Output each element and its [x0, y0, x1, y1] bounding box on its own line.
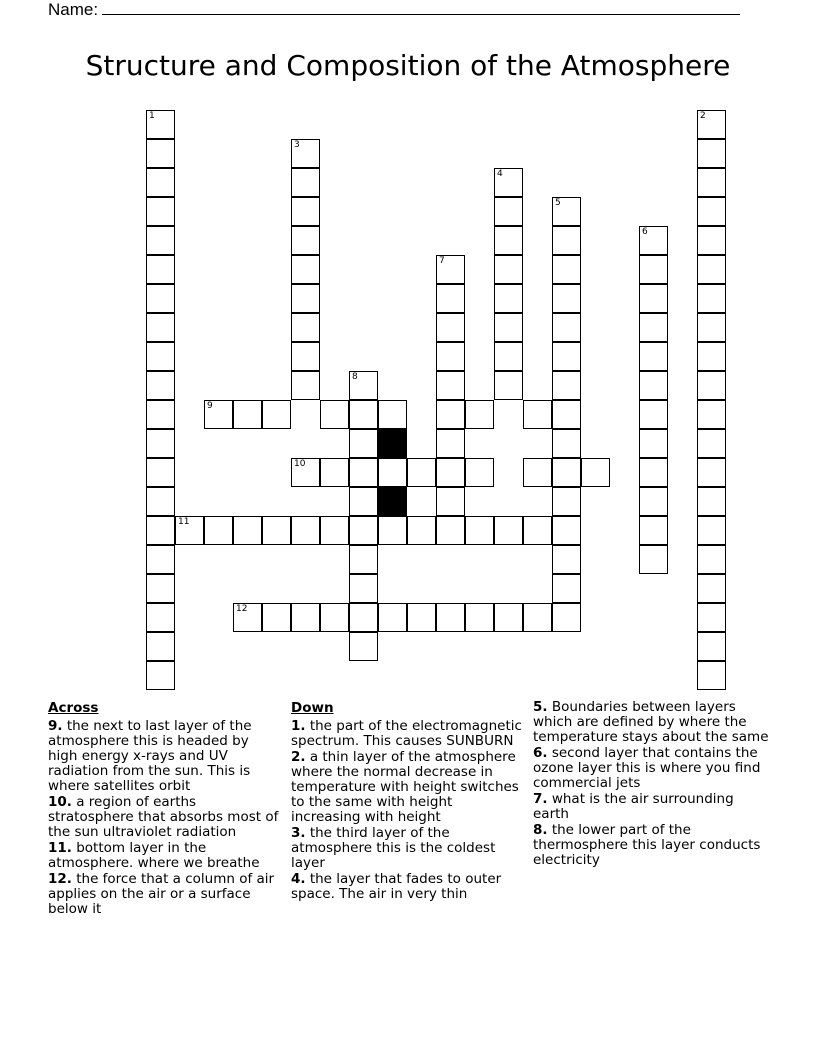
- grid-cell[interactable]: [697, 545, 726, 574]
- clue-number: 12.: [48, 871, 72, 887]
- grid-cell[interactable]: [552, 545, 581, 574]
- grid-cell[interactable]: [436, 400, 465, 429]
- grid-cell[interactable]: [639, 255, 668, 284]
- clue-number: 11: [178, 517, 190, 527]
- clue: [533, 700, 769, 745]
- grid-cell[interactable]: [349, 603, 378, 632]
- grid-cell[interactable]: [320, 400, 349, 429]
- grid-block: [378, 487, 407, 516]
- clue-number: 6.: [533, 745, 548, 761]
- clue-number: 6: [642, 227, 648, 237]
- grid-cell[interactable]: [349, 458, 378, 487]
- grid-cell[interactable]: [349, 400, 378, 429]
- grid-cell[interactable]: [436, 255, 465, 284]
- grid-cell[interactable]: [349, 545, 378, 574]
- grid-cell[interactable]: [291, 458, 320, 487]
- grid-cell[interactable]: [697, 255, 726, 284]
- grid-cell[interactable]: [146, 371, 175, 400]
- clue-number: 4.: [291, 871, 306, 887]
- grid-cell[interactable]: [320, 516, 349, 545]
- grid-cell[interactable]: [146, 139, 175, 168]
- grid-cell[interactable]: [552, 371, 581, 400]
- name-label: Name:: [48, 0, 99, 19]
- grid-cell[interactable]: [146, 313, 175, 342]
- clue-number: 10.: [48, 794, 72, 810]
- grid-cell[interactable]: [697, 110, 726, 139]
- grid-cell[interactable]: [146, 197, 175, 226]
- down-clues: [291, 700, 523, 903]
- grid-cell[interactable]: [697, 342, 726, 371]
- clue-text: bottom layer in the atmosphere. where we breathe: [48, 840, 260, 871]
- grid-cell[interactable]: [639, 458, 668, 487]
- grid-cell[interactable]: [378, 458, 407, 487]
- grid-cell[interactable]: [291, 516, 320, 545]
- grid-cell[interactable]: [204, 400, 233, 429]
- grid-cell[interactable]: [465, 603, 494, 632]
- clue-number: 9.: [48, 718, 63, 734]
- grid-cell[interactable]: [262, 400, 291, 429]
- grid-cell[interactable]: [233, 516, 262, 545]
- grid-cell[interactable]: [639, 284, 668, 313]
- clue-number: 10: [294, 459, 306, 469]
- grid-cell[interactable]: [291, 603, 320, 632]
- grid-cell[interactable]: [146, 226, 175, 255]
- grid-cell[interactable]: [291, 342, 320, 371]
- grid-cell[interactable]: [291, 313, 320, 342]
- clue: [291, 750, 523, 825]
- grid-cell[interactable]: [436, 313, 465, 342]
- grid-cell[interactable]: [146, 632, 175, 661]
- grid-cell[interactable]: [146, 574, 175, 603]
- grid-cell[interactable]: [697, 632, 726, 661]
- clue: [48, 841, 280, 871]
- grid-cell[interactable]: [552, 255, 581, 284]
- clue: [48, 719, 280, 794]
- clue-number: 12: [236, 604, 248, 614]
- clue-number: 9: [207, 401, 213, 411]
- grid-cell[interactable]: [407, 458, 436, 487]
- grid-cell[interactable]: [639, 371, 668, 400]
- grid-cell[interactable]: [494, 342, 523, 371]
- grid-cell[interactable]: [349, 487, 378, 516]
- grid-block: [378, 429, 407, 458]
- grid-cell[interactable]: [291, 255, 320, 284]
- grid-cell[interactable]: [697, 284, 726, 313]
- grid-cell[interactable]: [146, 545, 175, 574]
- grid-cell[interactable]: [436, 516, 465, 545]
- page-title: Structure and Composition of the Atmosphere: [85, 49, 731, 82]
- grid-cell[interactable]: [552, 284, 581, 313]
- grid-cell[interactable]: [697, 661, 726, 690]
- clue-number: 4: [497, 169, 503, 179]
- grid-cell[interactable]: [639, 226, 668, 255]
- clue-text: a thin layer of the atmosphere where the normal decrease in temperature with height switches to the same with height increasing with height: [291, 749, 519, 825]
- clue: [291, 826, 523, 871]
- grid-cell[interactable]: [436, 284, 465, 313]
- grid-cell[interactable]: [349, 574, 378, 603]
- clue: [533, 823, 769, 868]
- clue-text: the next to last layer of the atmosphere this is headed by high energy x-rays and UV radiation from the sun. This is where satellites orbit: [48, 718, 252, 794]
- clue: [48, 872, 280, 917]
- grid-cell[interactable]: [291, 197, 320, 226]
- grid-cell[interactable]: [146, 429, 175, 458]
- grid-cell[interactable]: [639, 313, 668, 342]
- grid-cell[interactable]: [146, 661, 175, 690]
- grid-cell[interactable]: [494, 255, 523, 284]
- grid-cell[interactable]: [291, 168, 320, 197]
- grid-cell[interactable]: [697, 487, 726, 516]
- grid-cell[interactable]: [349, 429, 378, 458]
- grid-cell[interactable]: [320, 458, 349, 487]
- grid-cell[interactable]: [639, 487, 668, 516]
- clue-text: a region of earths stratosphere that absorbs most of the sun ultraviolet radiation: [48, 794, 279, 840]
- grid-cell[interactable]: [291, 371, 320, 400]
- grid-cell[interactable]: [233, 603, 262, 632]
- grid-cell[interactable]: [523, 516, 552, 545]
- across-clues: [48, 700, 280, 918]
- clue-number: 11.: [48, 840, 72, 856]
- clue-text: the part of the electromagnetic spectrum. This causes SUNBURN: [291, 718, 522, 749]
- clue: [48, 795, 280, 840]
- grid-cell[interactable]: [697, 458, 726, 487]
- grid-cell[interactable]: [697, 371, 726, 400]
- grid-cell[interactable]: [436, 458, 465, 487]
- grid-cell[interactable]: [494, 168, 523, 197]
- grid-cell[interactable]: [552, 313, 581, 342]
- grid-cell[interactable]: [233, 400, 262, 429]
- grid-cell[interactable]: [146, 458, 175, 487]
- clue-text: second layer that contains the ozone layer this is where you find commercial jets: [533, 745, 761, 791]
- clue-number: 3.: [291, 825, 306, 841]
- clue: [533, 746, 769, 791]
- grid-cell[interactable]: [552, 487, 581, 516]
- clue-number: 7: [439, 256, 445, 266]
- grid-cell[interactable]: [552, 458, 581, 487]
- grid-cell[interactable]: [349, 516, 378, 545]
- grid-cell[interactable]: [639, 400, 668, 429]
- grid-cell[interactable]: [639, 429, 668, 458]
- grid-cell[interactable]: [146, 255, 175, 284]
- grid-cell[interactable]: [436, 371, 465, 400]
- grid-cell[interactable]: [552, 400, 581, 429]
- across-heading: Across: [48, 700, 99, 716]
- clue-number: 8.: [533, 822, 548, 838]
- grid-cell[interactable]: [204, 516, 233, 545]
- clue-number: 8: [352, 372, 358, 382]
- grid-cell[interactable]: [523, 603, 552, 632]
- clue-number: 7.: [533, 791, 548, 807]
- grid-cell[interactable]: [494, 284, 523, 313]
- clue-text: what is the air surrounding earth: [533, 791, 734, 822]
- grid-cell[interactable]: [407, 603, 436, 632]
- clue-number: 3: [294, 140, 300, 150]
- grid-cell[interactable]: [552, 429, 581, 458]
- down-heading: Down: [291, 700, 334, 716]
- grid-cell[interactable]: [523, 400, 552, 429]
- grid-cell[interactable]: [697, 603, 726, 632]
- grid-cell[interactable]: [320, 603, 349, 632]
- grid-cell[interactable]: [697, 574, 726, 603]
- grid-cell[interactable]: [697, 400, 726, 429]
- grid-cell[interactable]: [639, 516, 668, 545]
- down-clues-continued: [533, 700, 769, 869]
- grid-cell[interactable]: [552, 226, 581, 255]
- grid-cell[interactable]: [697, 197, 726, 226]
- grid-cell[interactable]: [378, 516, 407, 545]
- grid-cell[interactable]: [552, 342, 581, 371]
- grid-cell[interactable]: [581, 458, 610, 487]
- grid-cell[interactable]: [523, 458, 552, 487]
- clue-number: 2.: [291, 749, 306, 765]
- grid-cell[interactable]: [494, 197, 523, 226]
- grid-cell[interactable]: [407, 516, 436, 545]
- clue-text: the layer that fades to outer space. The air in very thin: [291, 871, 502, 902]
- grid-cell[interactable]: [465, 458, 494, 487]
- clue-number: 2: [700, 111, 706, 121]
- grid-cell[interactable]: [552, 197, 581, 226]
- grid-cell[interactable]: [262, 603, 291, 632]
- grid-cell[interactable]: [552, 516, 581, 545]
- grid-cell[interactable]: [639, 342, 668, 371]
- grid-cell[interactable]: [465, 516, 494, 545]
- grid-cell[interactable]: [349, 632, 378, 661]
- grid-cell[interactable]: [175, 516, 204, 545]
- clue-text: the force that a column of air applies on the air or a surface below it: [48, 871, 275, 917]
- grid-cell[interactable]: [146, 487, 175, 516]
- grid-cell[interactable]: [291, 284, 320, 313]
- grid-cell[interactable]: [146, 342, 175, 371]
- clue: [291, 719, 523, 749]
- clue-number: 1.: [291, 718, 306, 734]
- grid-cell[interactable]: [146, 400, 175, 429]
- grid-cell[interactable]: [349, 371, 378, 400]
- grid-cell[interactable]: [146, 603, 175, 632]
- grid-cell[interactable]: [436, 342, 465, 371]
- grid-cell[interactable]: [494, 516, 523, 545]
- clue-number: 5: [555, 198, 561, 208]
- clue-text: the lower part of the thermosphere this layer conducts electricity: [533, 822, 761, 868]
- grid-cell[interactable]: [146, 110, 175, 139]
- grid-cell[interactable]: [494, 313, 523, 342]
- grid-cell[interactable]: [552, 574, 581, 603]
- clue: [533, 792, 769, 822]
- clue-text: the third layer of the atmosphere this is the coldest layer: [291, 825, 496, 871]
- grid-cell[interactable]: [697, 168, 726, 197]
- clue-text: Boundaries between layers which are defined by where the temperature stays about the same: [533, 699, 769, 745]
- grid-cell[interactable]: [639, 545, 668, 574]
- grid-cell[interactable]: [697, 313, 726, 342]
- grid-cell[interactable]: [378, 603, 407, 632]
- grid-cell[interactable]: [697, 429, 726, 458]
- grid-cell[interactable]: [291, 226, 320, 255]
- clue-number: 5.: [533, 699, 548, 715]
- grid-cell[interactable]: [494, 226, 523, 255]
- clue-number: 1: [149, 111, 155, 121]
- grid-cell[interactable]: [494, 603, 523, 632]
- grid-cell[interactable]: [494, 371, 523, 400]
- grid-cell[interactable]: [465, 400, 494, 429]
- grid-cell[interactable]: [291, 139, 320, 168]
- grid-cell[interactable]: [436, 429, 465, 458]
- clue: [291, 872, 523, 902]
- grid-cell[interactable]: [436, 487, 465, 516]
- grid-cell[interactable]: [697, 139, 726, 168]
- grid-cell[interactable]: [697, 516, 726, 545]
- grid-cell[interactable]: [146, 284, 175, 313]
- grid-cell[interactable]: [697, 226, 726, 255]
- grid-cell[interactable]: [552, 603, 581, 632]
- grid-cell[interactable]: [436, 603, 465, 632]
- grid-cell[interactable]: [146, 516, 175, 545]
- grid-cell[interactable]: [146, 168, 175, 197]
- grid-cell[interactable]: [378, 400, 407, 429]
- grid-cell[interactable]: [262, 516, 291, 545]
